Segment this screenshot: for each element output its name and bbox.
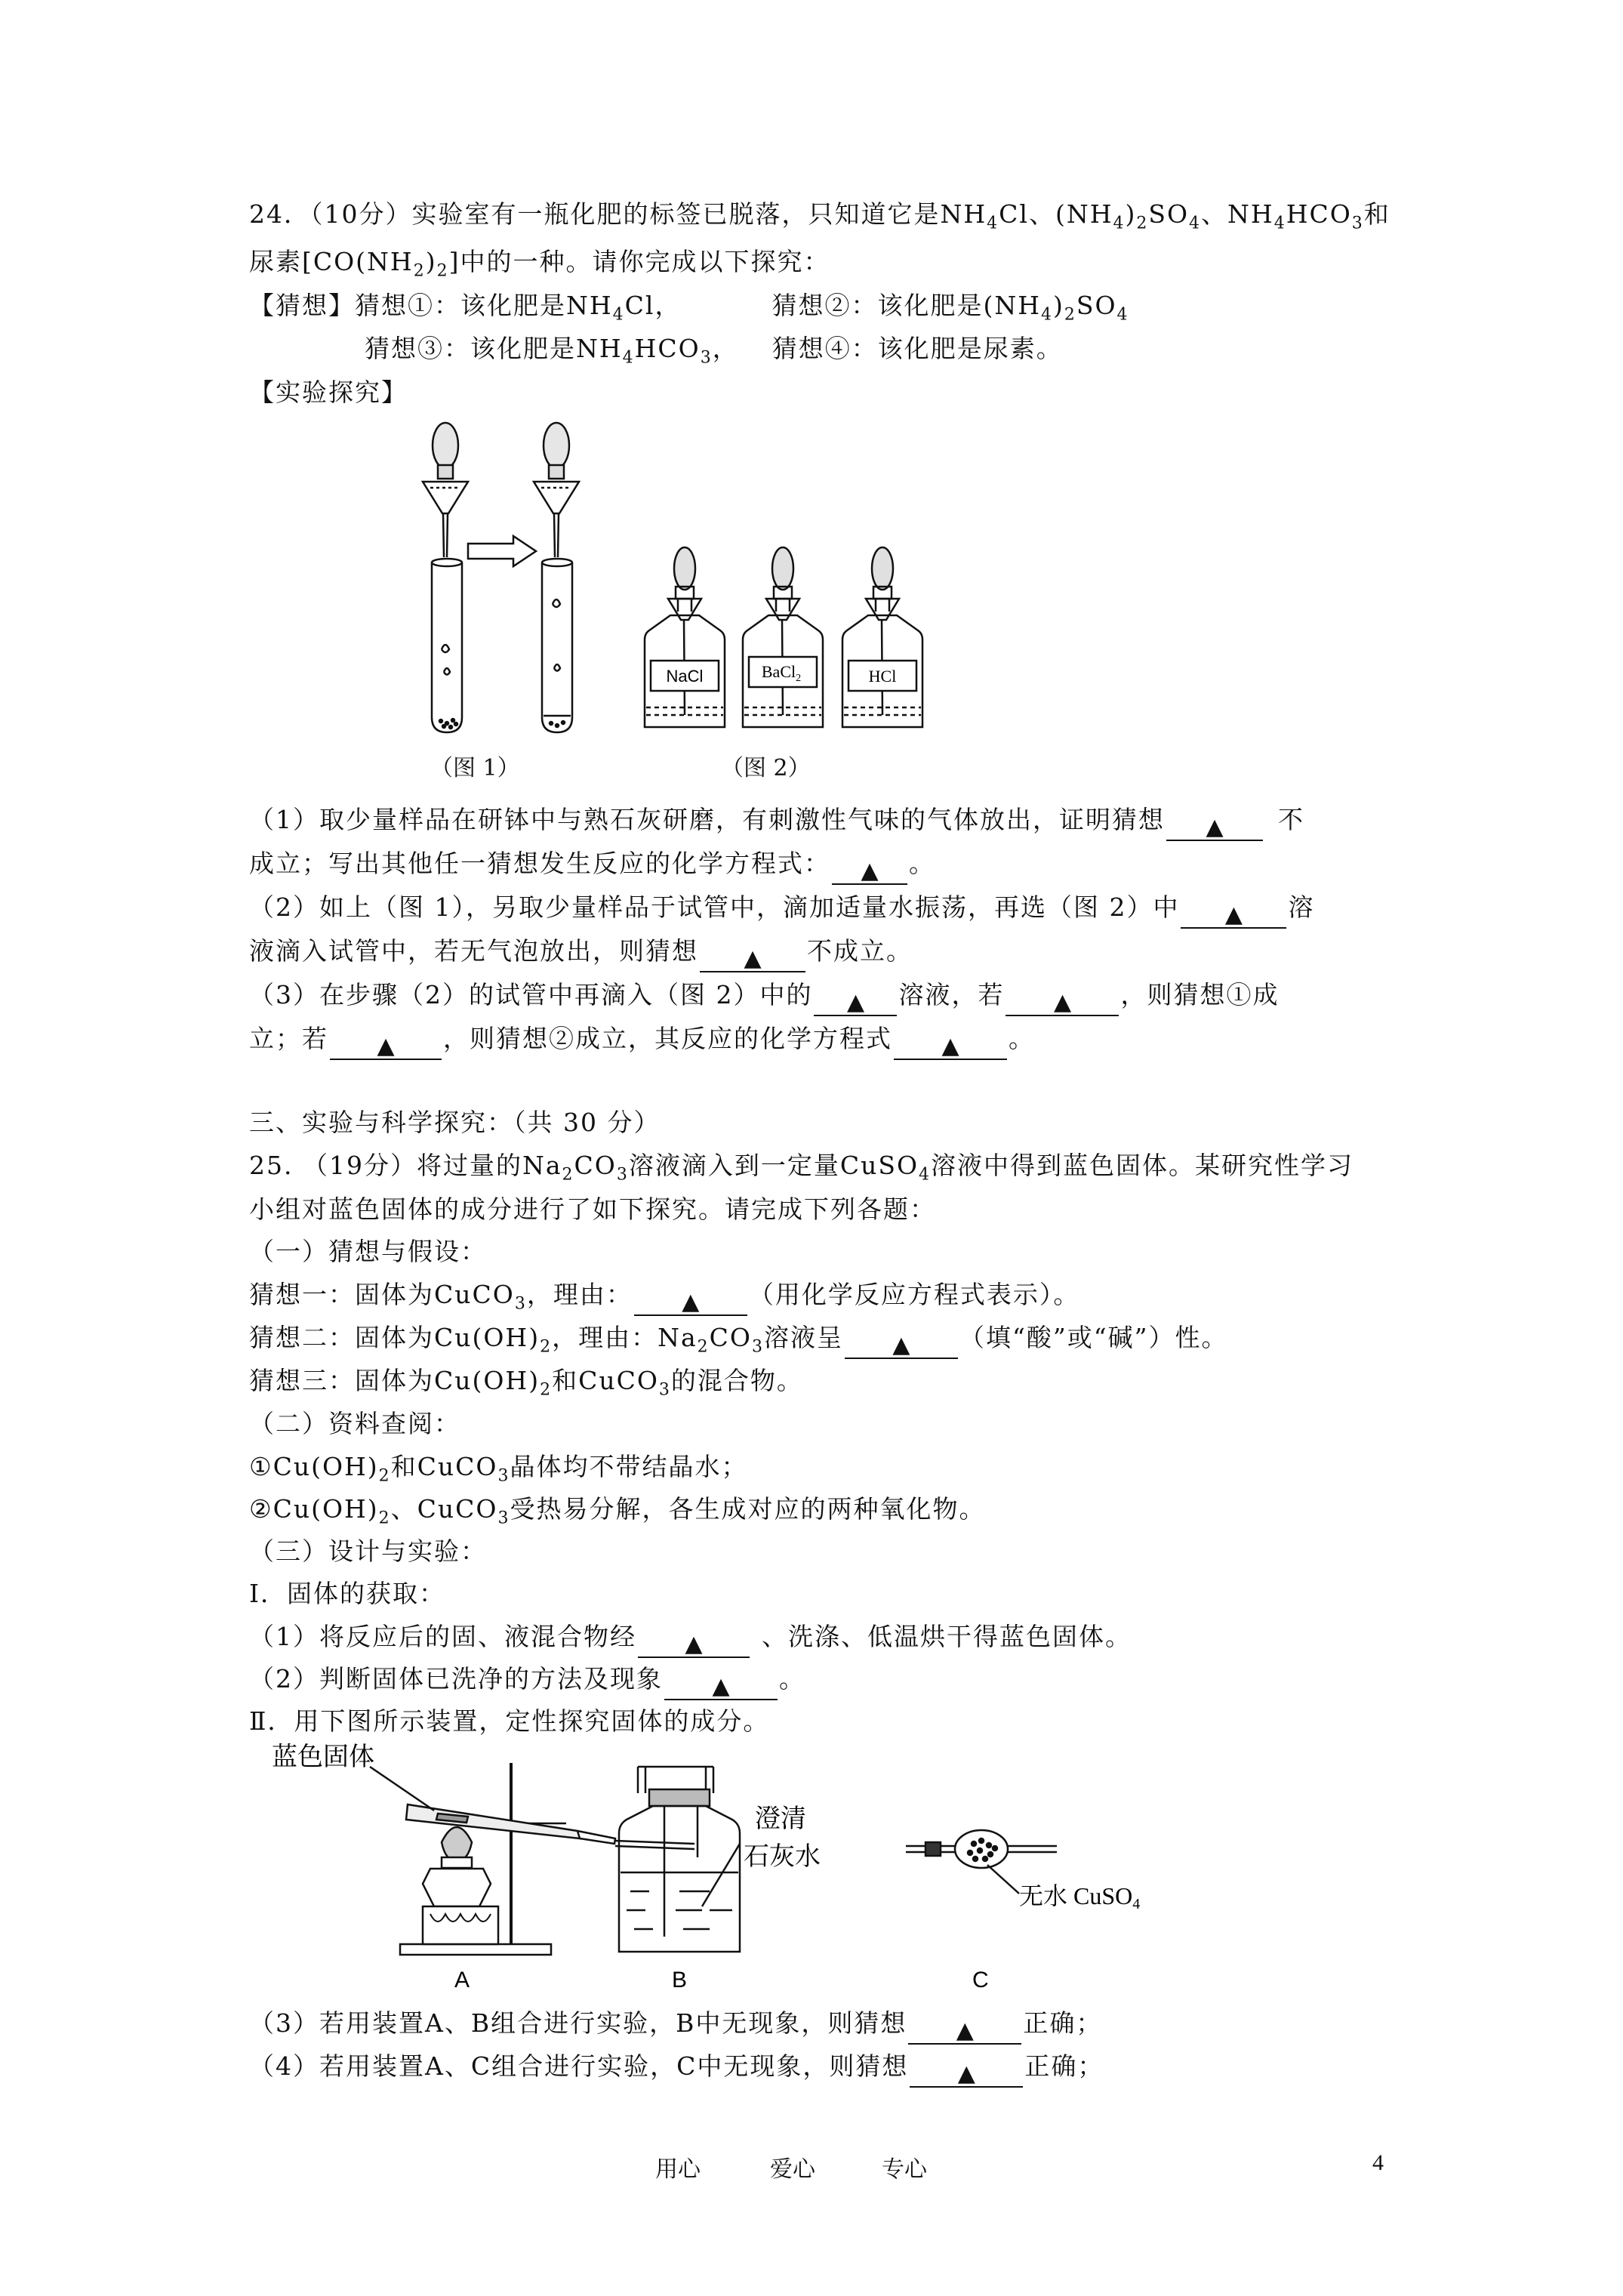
q25-line-11: Ⅰ．固体的获取： xyxy=(249,1579,446,1608)
q24-question-3b: 立；若 ▲ ，则猜想②成立，其反应的化学方程式 ▲ 。 xyxy=(249,1024,1035,1059)
q24-line-1: 24．（10分）实验室有一瓶化肥的标签已脱落，只知道它是$NH_4Cl$、$(NH_4)_2SO_4$、$NH_4HCO_3$和 xyxy=(249,199,1390,233)
q25-line-8: $①Cu(OH)_2$和CuCO$_3$晶体均不带结晶水； xyxy=(249,1452,748,1486)
arrow-icon xyxy=(468,536,536,566)
label-c: C xyxy=(972,1968,989,1992)
q25-line-7: （二）资料查阅： xyxy=(249,1409,460,1438)
q24-question-2b: 液滴入试管中，若无气泡放出，则猜想 ▲ 不成立。 xyxy=(249,936,913,972)
label-leader-c xyxy=(987,1865,1019,1894)
test-tube-1 xyxy=(432,559,462,732)
q25-line-6: 猜想三：固体为$Cu(OH)_2$和CuCO$_3$的混合物。 xyxy=(249,1366,803,1400)
figure-2-caption: （图 2） xyxy=(721,755,811,781)
q24-question-1a: （1）取少量样品在研钵中与熟石灰研磨，有刺激性气味的气体放出，证明猜想 ▲ 不 xyxy=(249,805,1304,840)
label-limewater-1: 澄清 xyxy=(755,1804,806,1834)
q25-line-1: 25. （19分）将过量的$Na_2CO_3$溶液滴入到一定量CuSO$_4$溶液中得到蓝色固体。某研究性学习 xyxy=(249,1151,1354,1185)
q24-line-4: 猜想③：该化肥是$NH_4HCO_3$， 猜想④：该化肥是尿素。 xyxy=(365,334,1063,368)
q25-line-16: （4）若用装置A、C组合进行实验，C中无现象，则猜想 ▲ 正确； xyxy=(249,2051,1104,2087)
q25-line-5: 猜想二：固体为$Cu(OH)_2$，理由：$Na_2CO_3$溶液呈 ▲ （填“酸”或“碱”）性。 xyxy=(249,1323,1228,1358)
q25-line-2: 小组对蓝色固体的成分进行了如下探究。请完成下列各题： xyxy=(249,1194,936,1224)
q25-line-3: （一）猜想与假设： xyxy=(249,1237,487,1266)
label-limewater-2: 石灰水 xyxy=(744,1841,821,1872)
label-leader-b xyxy=(702,1844,740,1906)
apparatus-c xyxy=(906,1830,1057,1868)
q25-line-13: （2）判断固体已洗净的方法及现象 ▲ 。 xyxy=(249,1664,805,1700)
label-b: B xyxy=(672,1968,688,1992)
label-hcl: HCl xyxy=(868,667,897,686)
footer-motto-3: 专心 xyxy=(882,2156,927,2183)
section-3-heading: 三、实验与科学探究：（共 30 分） xyxy=(249,1108,661,1137)
footer-motto-1: 用心 xyxy=(655,2156,701,2183)
figure-3-apparatus xyxy=(257,1744,1208,1993)
q24-line-2: 尿素$[CO(NH_2)_2]$中的一种。请你完成以下探究： xyxy=(249,247,830,281)
dropper-1 xyxy=(423,423,468,557)
figure-1-test-tubes xyxy=(408,415,634,740)
apparatus-b xyxy=(619,1767,740,1952)
q24-line-3: 【猜想】猜想①：该化肥是$NH_4Cl$， 猜想②：该化肥是$(NH_4)_2SO_4$ xyxy=(249,291,1129,325)
label-blue-solid: 蓝色固体 xyxy=(272,1742,374,1772)
footer-motto-2: 爱心 xyxy=(770,2156,815,2183)
q24-question-1b: 成立；写出其他任一猜想发生反应的化学方程式： ▲ 。 xyxy=(249,849,935,884)
label-nacl: NaCl xyxy=(666,667,704,686)
q25-line-4: 猜想一：固体为CuCO$_3$，理由： ▲ （用化学反应方程式表示）。 xyxy=(249,1280,1080,1315)
q25-line-15: （3）若用装置A、B组合进行实验，B中无现象，则猜想 ▲ 正确； xyxy=(249,2008,1103,2044)
dropper-2 xyxy=(534,423,579,557)
bottle-hcl xyxy=(842,547,922,727)
label-bacl2: BaCl$_2$ xyxy=(761,662,802,684)
bottle-nacl xyxy=(645,547,725,727)
bottle-bacl2 xyxy=(743,547,823,727)
figure-1-caption: （图 1） xyxy=(430,755,520,781)
q25-line-12: （1）将反应后的固、液混合物经 ▲ 、洗涤、低温烘干得蓝色固体。 xyxy=(249,1622,1132,1657)
figure-2-reagent-bottles xyxy=(634,540,936,740)
q24-line-5: 【实验探究】 xyxy=(249,378,408,407)
label-leader-a xyxy=(370,1767,434,1811)
test-tube-2 xyxy=(542,559,572,732)
q24-question-2a: （2）如上（图 1），另取少量样品于试管中，滴加适量水振荡，再选（图 2）中 ▲ 溶 xyxy=(249,892,1315,928)
label-anhydrous-cuso4: 无水 CuSO4 xyxy=(1019,1882,1141,1912)
q25-line-10: （三）设计与实验： xyxy=(249,1536,487,1566)
label-a: A xyxy=(454,1968,470,1992)
q25-line-14: Ⅱ．用下图所示装置，定性探究固体的成分。 xyxy=(249,1706,770,1736)
page-number: 4 xyxy=(1372,2150,1384,2175)
q24-question-3a: （3）在步骤（2）的试管中再滴入（图 2）中的 ▲ 溶液，若 ▲ ，则猜想①成 xyxy=(249,980,1280,1015)
q25-line-9: $②Cu(OH)_2$、CuCO$_3$受热易分解，各生成对应的两种氧化物。 xyxy=(249,1494,986,1528)
